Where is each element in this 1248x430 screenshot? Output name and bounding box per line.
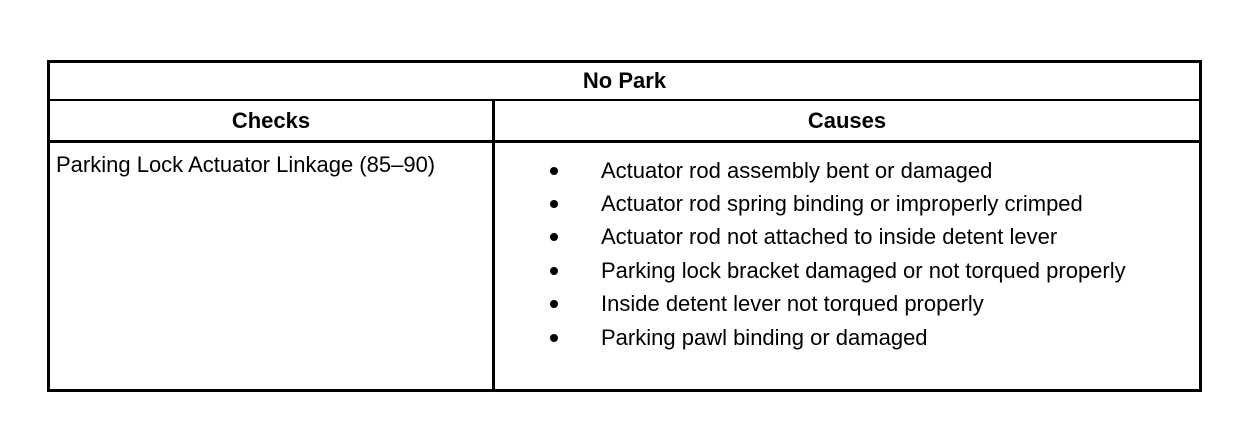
bullet-icon <box>550 200 558 208</box>
list-item <box>495 221 1199 254</box>
cause-text: Parking pawl binding or damaged <box>601 324 928 350</box>
causes-header-label: Causes <box>807 107 887 133</box>
cause-text: Actuator rod spring binding or improperly crimped <box>601 191 1083 217</box>
cause-text: Actuator rod not attached to inside detent lever <box>601 224 1058 250</box>
checks-column-header <box>50 101 495 140</box>
bullet-icon <box>550 267 558 275</box>
list-item <box>495 254 1199 287</box>
table-title-row <box>50 63 1199 101</box>
list-item <box>495 288 1199 321</box>
diagnosis-table <box>47 60 1202 392</box>
check-text: Parking Lock Actuator Linkage (85–90) <box>56 152 436 177</box>
bullet-icon <box>550 334 558 342</box>
table-header-row <box>50 101 1199 143</box>
cause-text: Actuator rod assembly bent or damaged <box>601 157 993 183</box>
check-cell <box>50 143 495 389</box>
list-item <box>495 321 1199 354</box>
causes-cell <box>495 143 1199 389</box>
causes-column-header <box>495 101 1199 140</box>
causes-list <box>495 154 1199 354</box>
cause-text: Inside detent lever not torqued properly <box>601 291 984 317</box>
bullet-icon <box>550 233 558 241</box>
list-item <box>495 154 1199 187</box>
table-row <box>50 143 1199 389</box>
table-title: No Park <box>582 68 667 93</box>
bullet-icon <box>550 167 558 175</box>
list-item <box>495 187 1199 220</box>
checks-header-label: Checks <box>231 107 311 133</box>
cause-text: Parking lock bracket damaged or not torqued properly <box>601 257 1126 283</box>
bullet-icon <box>550 300 558 308</box>
